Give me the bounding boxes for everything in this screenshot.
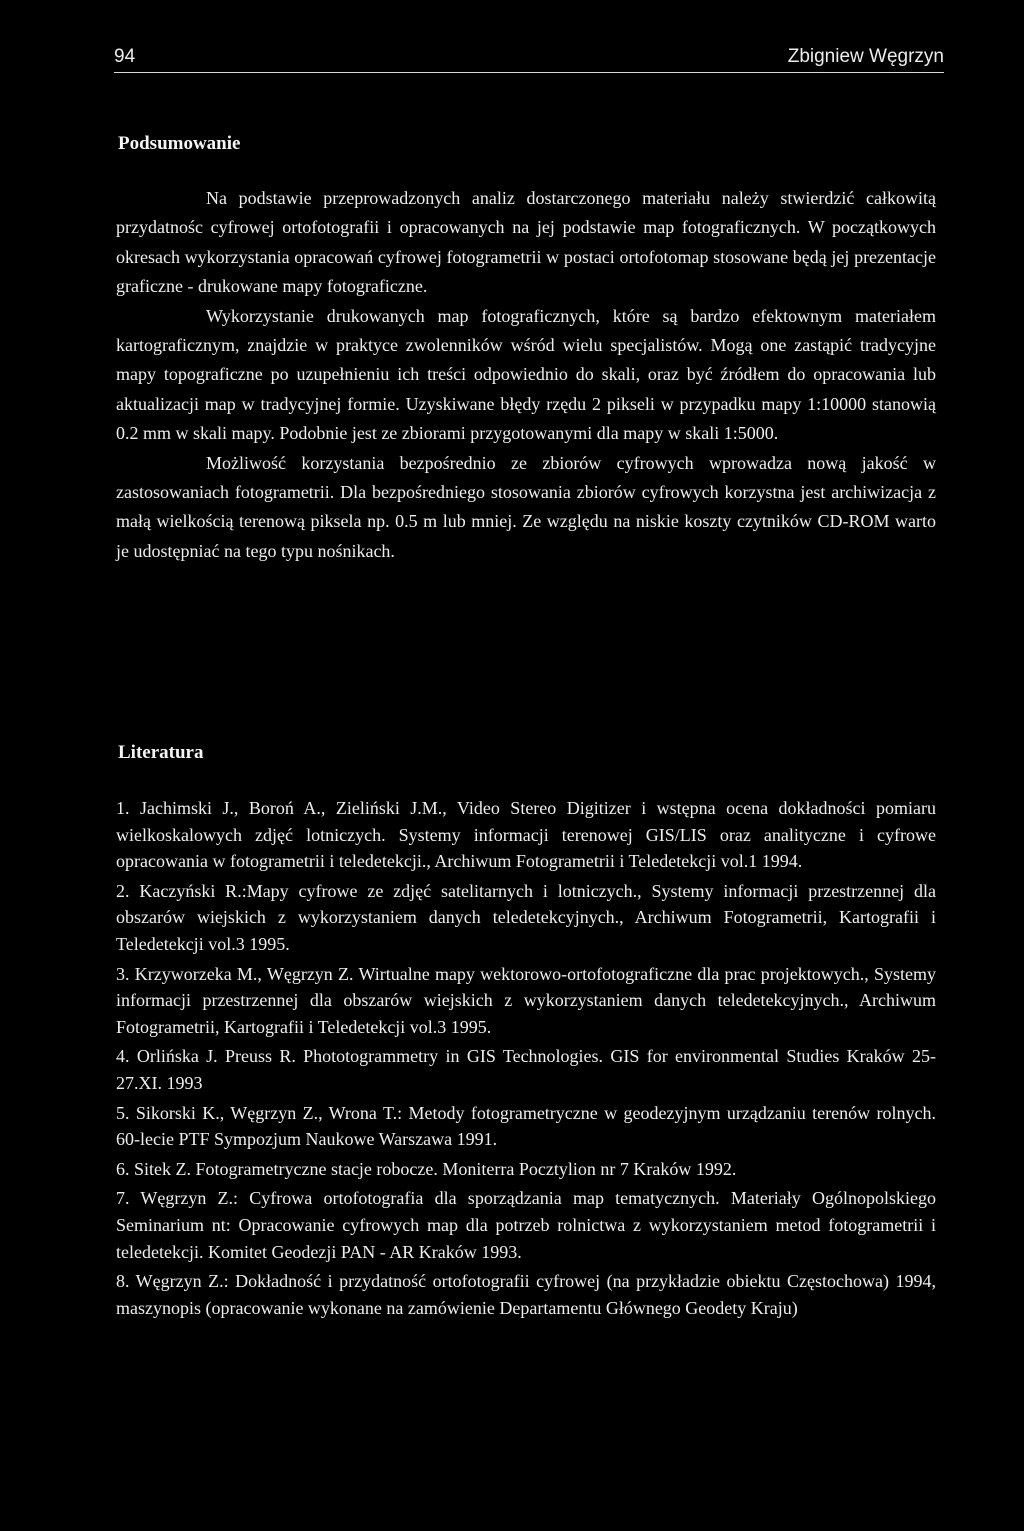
reference-item: 7. Węgrzyn Z.: Cyfrowa ortofotografia dla sporządzania map tematycznych. Materiały Ogólnopolskiego Seminarium nt: Opracowanie cyfrowych map dla potrzeb rolnictwa z wykorzystaniem metod fotogrametrii i teledetekcji. Komitet Geodezji PAN - AR Kraków 1993. [116, 1188, 936, 1262]
reference-item: 5. Sikorski K., Węgrzyn Z., Wrona T.: Metody fotogrametryczne w geodezyjnym urządzaniu terenów rolnych. 60-lecie PTF Sympozjum Naukowe Warszawa 1991. [116, 1102, 936, 1150]
running-author: Zbigniew Węgrzyn [787, 46, 944, 67]
page-header [114, 44, 944, 73]
literature-heading: Literatura [118, 742, 204, 763]
reference-list [116, 795, 936, 1324]
page-number: 94 [114, 46, 136, 67]
summary-paragraph: Możliwość korzystania bezpośrednio ze zbiorów cyfrowych wprowadza nową jakość w zastosowaniach fotogrametrii. Dla bezpośredniego stosowania zbiorów cyfrowych korzystna jest archiwizacja z małą wielkością terenową piksela np. 0.5 m lub mniej. Ze względu na niskie koszty czytników CD-ROM warto je udostępniać na tego typu nośnikach. [116, 452, 936, 561]
reference-item: 1. Jachimski J., Boroń A., Zieliński J.M., Video Stereo Digitizer i wstępna ocena dokładności pomiaru wielkoskalowych zdjęć lotniczych. Systemy informacji terenowej GIS/LIS oraz analityczne i cyfrowe opracowania w fotogrametrii i teledetekcji., Archiwum Fotogrametrii i Teledetekcji vol.1 1994. [116, 798, 936, 872]
reference-item: 8. Węgrzyn Z.: Dokładność i przydatność ortofotografii cyfrowej (na przykładzie obiektu Częstochowa) 1994, maszynopis (opracowanie wykonane na zamówienie Departamentu Głównego Geodety Kraju) [116, 1271, 936, 1318]
summary-paragraph: Na podstawie przeprowadzonych analiz dostarczonego materiału należy stwierdzić całkowitą przydatnośc cyfrowej ortofotografii i opracowanych na jej podstawie map fotograficznych. W początkowych okresach wykorzystania opracowań cyfrowej fotogrametrii w postaci ortofotomap stosowane będą jej prezentacje graficzne - drukowane mapy fotograficzne. [116, 188, 936, 297]
reference-item: 6. Sitek Z. Fotogrametryczne stacje robocze. Moniterra Pocztylion nr 7 Kraków 1992. [116, 1158, 737, 1179]
summary-paragraph: Wykorzystanie drukowanych map fotograficznych, które są bardzo efektownym materiałem kartograficznym, znajdzie w praktyce zwolenników wśród wielu specjalistów. Mogą one zastąpić tradycyjne mapy topograficzne po uzupełnieniu ich treści odpowiednio do skali, oraz być źródłem do opracowania lub aktualizacji map w tradycyjnej formie. Uzyskiwane błędy rzędu 2 pikseli w przypadku mapy 1:10000 stanowią 0.2 mm w skali mapy. Podobnie jest ze zbiorami przygotowanymi dla mapy w skali 1:5000. [116, 305, 936, 444]
reference-item: 3. Krzyworzeka M., Węgrzyn Z. Wirtualne mapy wektorowo-ortofotograficzne dla prac projektowych., Systemy informacji przestrzennej dla obszarów wiejskich z wykorzystaniem danych teledetekcyjnych., Archiwum Fotogrametrii, Kartografii i Teledetekcji vol.3 1995. [116, 963, 936, 1037]
summary-heading: Podsumowanie [118, 133, 241, 154]
summary-body [116, 184, 936, 566]
reference-item: 4. Orlińska J. Preuss R. Phototogrammetry in GIS Technologies. GIS for environmental Studies Kraków 25-27.XI. 1993 [116, 1046, 936, 1093]
reference-item: 2. Kaczyński R.:Mapy cyfrowe ze zdjęć satelitarnych i lotniczych., Systemy informacji przestrzennej dla obszarów wiejskich z wykorzystaniem danych teledetekcyjnych., Archiwum Fotogrametrii, Kartografii i Teledetekcji vol.3 1995. [116, 880, 936, 954]
